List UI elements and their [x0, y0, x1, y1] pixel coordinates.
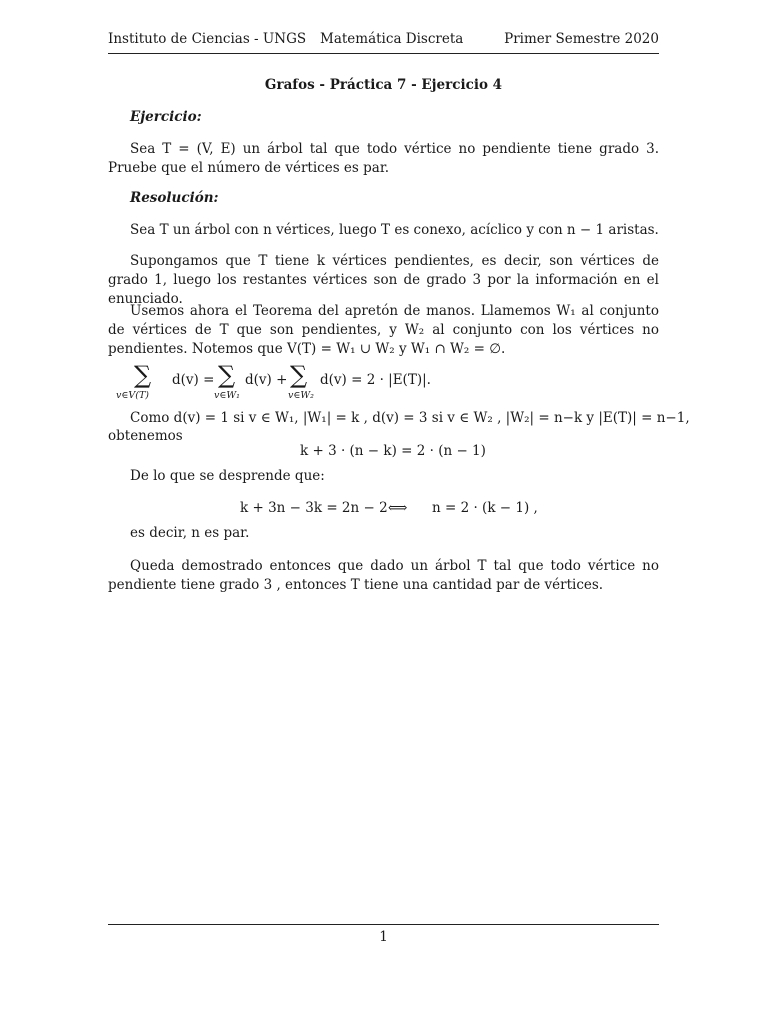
- sum-symbol-2: ∑: [218, 361, 236, 389]
- resolution-paragraph-6: es decir, n es par.: [130, 525, 250, 541]
- equation-term-3: d(v) = 2 · |E(T)|.: [320, 372, 431, 388]
- sum-symbol-3: ∑: [290, 361, 308, 389]
- resolution-paragraph-2: Supongamos que T tiene k vértices pendientes, es decir, son vértices de grado 1, luego los restantes vértices son de grado 3 por la información en el enunciado.: [108, 253, 659, 307]
- sum-symbol-1: ∑: [134, 361, 152, 389]
- resolution-paragraph-1: Sea T un árbol con n vértices, luego T es conexo, acíclico y con n − 1 aristas.: [130, 222, 659, 238]
- equation-substitution: k + 3 · (n − k) = 2 · (n − 1): [300, 443, 486, 459]
- sum-index-1: v∈V(T): [116, 390, 150, 401]
- footer-rule: [108, 924, 659, 925]
- resolution-heading: Resolución:: [130, 190, 219, 206]
- header-institution: Instituto de Ciencias - UNGS: [108, 31, 307, 47]
- header-semester: Primer Semestre 2020: [504, 31, 659, 47]
- sum-index-3: v∈W₂: [288, 390, 314, 401]
- equation-term-1: d(v) =: [172, 372, 215, 388]
- sum-index-2: v∈W₁: [214, 390, 240, 401]
- resolution-paragraph-4-line-1: Como d(v) = 1 si v ∈ W₁, |W₁| = k , d(v) = 3 si v ∈ W₂ , |W₂| = n−k y |E(T)| = n−1,: [130, 410, 690, 426]
- page-title: Grafos - Práctica 7 - Ejercicio 4: [264, 77, 503, 93]
- exercise-statement: Sea T = (V, E) un árbol tal que todo vértice no pendiente tiene grado 3. Pruebe que el número de vértices es par.: [108, 141, 659, 176]
- resolution-conclusion: Queda demostrado entonces que dado un árbol T tal que todo vértice no pendiente tiene grado 3 , entonces T tiene una cantidad par de vértices.: [108, 558, 659, 593]
- header-course: Matemática Discreta: [320, 31, 464, 47]
- equation-left: k + 3n − 3k = 2n − 2: [240, 500, 388, 516]
- header-rule: [108, 53, 659, 54]
- resolution-paragraph-4-line-2: obtenemos: [108, 428, 183, 444]
- running-header: [108, 31, 659, 51]
- page-number: 1: [379, 929, 388, 945]
- iff-symbol: ⟺: [388, 500, 408, 516]
- exercise-heading: Ejercicio:: [130, 109, 202, 125]
- equation-term-2: d(v) +: [245, 372, 288, 388]
- resolution-paragraph-5: De lo que se desprende que:: [130, 468, 325, 484]
- resolution-paragraph-3: Usemos ahora el Teorema del apretón de manos. Llamemos W₁ al conjunto de vértices de T que son pendientes, y W₂ al conjunto con los vértices no pendientes. Notemos que V(T) = W₁ ∪ W₂ y W₁ ∩ W₂ = ∅.: [108, 303, 659, 357]
- equation-right: n = 2 · (k − 1) ,: [432, 500, 538, 516]
